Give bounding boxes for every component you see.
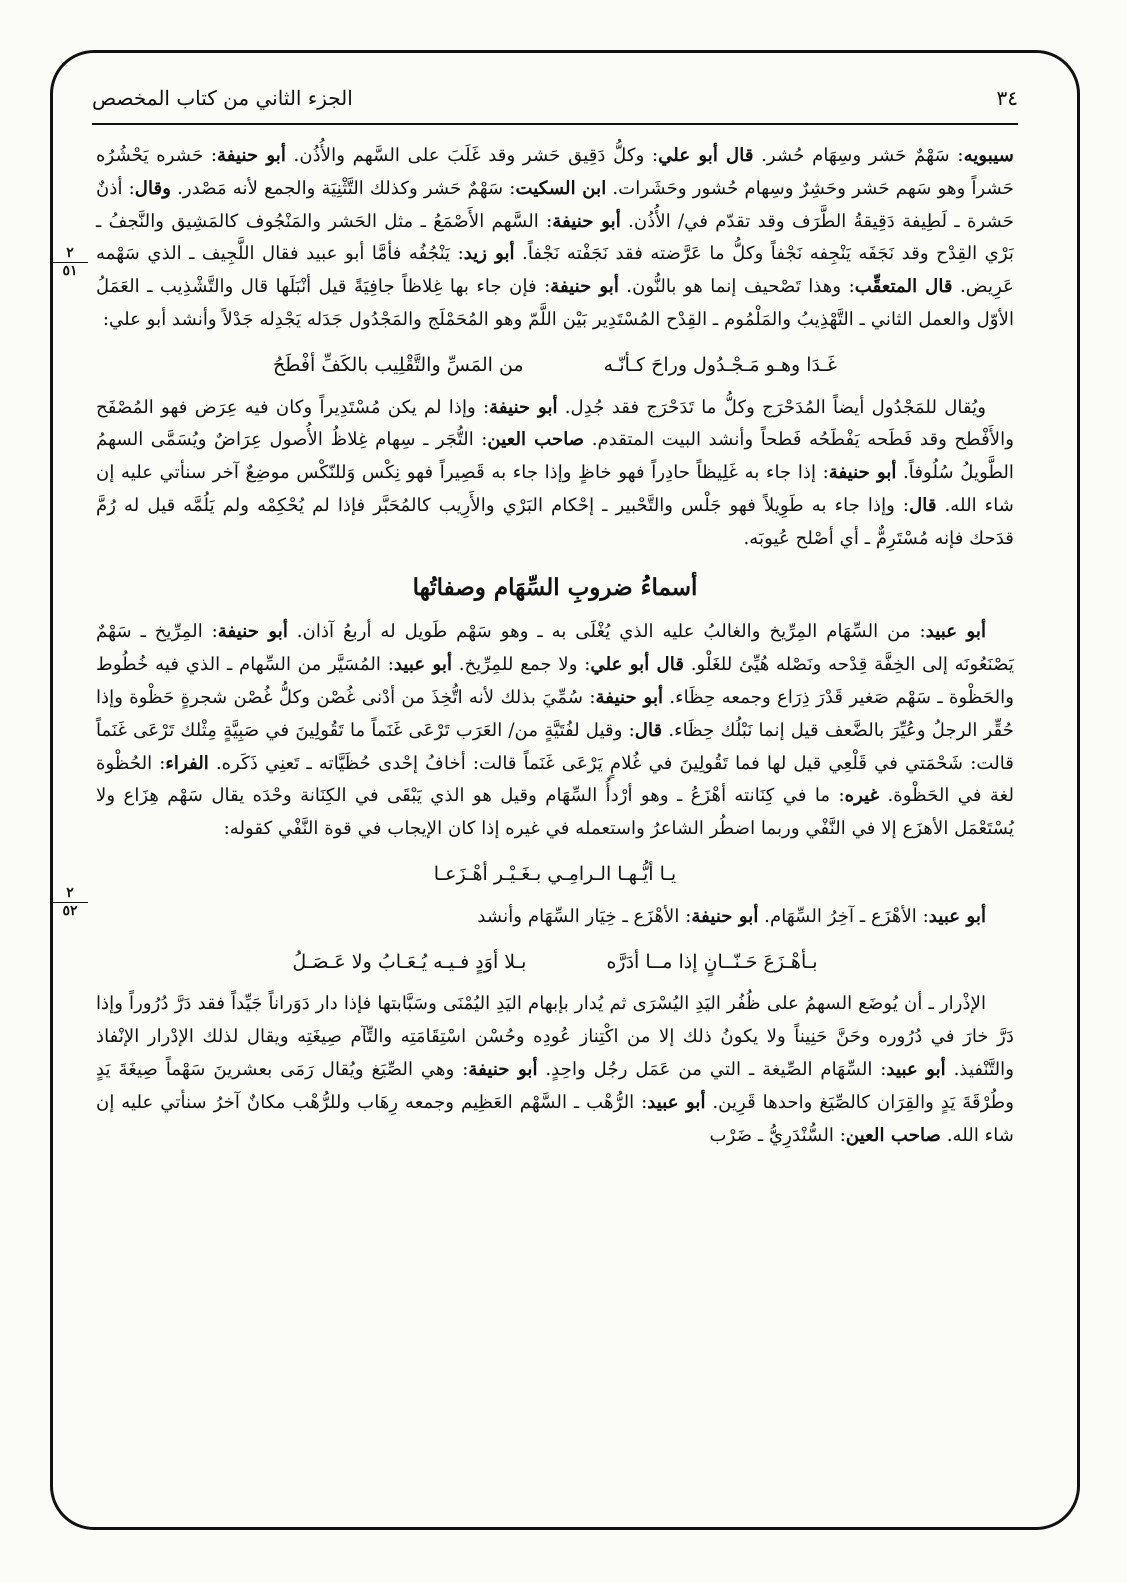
speaker-name: أبو حنيفة <box>489 396 558 418</box>
text-run: : إذا جاء به غَلِيظاً حادِراً فهو خاظٍ وإذا جاء به قَصِيراً فهو نِكْس وَللنّكْس موضِعٌ آخر سنأتي عليه إن شاء الله. <box>96 462 1014 516</box>
text-run: : ما في كِنَانته أهْزَعُ ـ وهو أرْدأُ السِّهَام وقيل هو الذي يَبْقَى في الكِنَانة وحْدَه يقال سَهْم هِزَاع ولا يُسْتَعْمَل الأهزَع إلا في النَّفْي وربما اضطُر الشاعرُ واستعمله في غيره إذا كان الإيجاب في قوة النَّفْي كقوله: <box>96 785 1014 840</box>
text-run: : المِرِّيخ ـ سَهْمٌ يَصْنَعُونَه إلى الخِفَّة قِدْحه ونَصْله هُيِّئ للغَلْو. <box>96 621 1014 676</box>
margin-ref-page: ٥١ <box>62 263 78 279</box>
text-run: : أذنٌ حَشرة ـ لَطِيفة دَقِيقةُ الطَّرَف وقد تقدّم في/ الأُذُن. <box>96 177 1014 232</box>
text-run: ويُقال للمَجْدُول أيضاً المُدَحْرَج وكلُّ ما تَدَحْرَج فقد جُدِل. <box>557 396 986 418</box>
text-run: : الأهْزَع ـ خِيَار السِّهَام وأنشد <box>477 905 692 927</box>
text-run: : ولا جمع للمِرِّيخ. <box>452 654 591 676</box>
text-run: : التُّجَر ـ سِهام غِلاظُ الأُصول عِرَاضٌ ويُسَمَّى السهمُ الطَّويلُ سُلُوفاً. <box>96 429 1014 484</box>
speaker-name: قال <box>909 494 937 516</box>
text-run: : الأهْزَع ـ آخِرُ السِّهَام. <box>758 905 929 927</box>
margin-reference <box>52 886 88 919</box>
margin-reference <box>52 246 88 279</box>
text-run: : وهذا تَصْحيف إنما هو بالنُّون. <box>618 276 855 298</box>
text-run: : فإن جاء بها غِلاظاً جافِيَةً قيل أنْبَلَها قال والتَّشْذِيب ـ العَمَلُ الأوّل والعمل الثاني ـ التَّهْذِيبُ والمَلْمُوم ـ القِدْح المُسْتَدِير بَيْن اللَّمّ وهو المُحَمْلَج والمَجْدُول جَدَله يَجْدِله جَدْلاً وأنشد أبو علي: <box>96 276 1014 330</box>
speaker-name: قال المتعقِّب <box>854 276 953 298</box>
verse <box>96 349 1014 382</box>
paragraph <box>96 616 1014 846</box>
speaker-name: سيبويه <box>963 145 1014 166</box>
text-run: : السَّهم الأَصْمَعُ ـ مثل الحَشر والمَنْجُوف كالمَشِيق والنَّجفُ ـ بَرْي القِدْح وقد نَجَفَه يَنْجِفه نَجْفاً وكلُّ ما عَرَّضته فقد نَجَفْته نَجْفاً. <box>96 210 1014 265</box>
section-title: أسماءُ ضروبِ السِّهَام وصفاتُها <box>412 573 698 601</box>
text-run: : وكلُّ دَقِيق حَشر وقد غَلَبَ على السَّهم والأُذُن. <box>285 145 659 166</box>
text-run: : السُّنْدَرِيُّ ـ ضَرْب <box>709 1124 846 1146</box>
speaker-name: قال أبو علي <box>658 145 754 166</box>
verse-hemistich-first: بـأهْـزَعَ حَـنّــانٍ إذا مــا أدَرَّه <box>606 950 818 973</box>
text-run: : يَنْجُفُه فأمَّا أبو عبيد فقال اللَّجِيف ـ الذي سَهْمه عَرِيض. <box>96 243 1015 298</box>
speaker-name: أبو حنيفة <box>550 276 619 298</box>
header-rule <box>92 123 1018 125</box>
speaker-name: أبو زيد <box>463 243 515 265</box>
speaker-name: الفراء <box>165 752 209 774</box>
text-run: الإذْرار ـ أن يُوضَع السهمُ على ظُفُر اليَدِ اليُسْرَى ثم يُدار بإبهام اليَدِ اليُمْنَى وسَبَّابتها فإذا دار دَوَراناً جَيِّداً فقد دَرَّ دُرُوراً وإذا دَرَّ خارَ في دُرُوره وحَنَّ حَنِيناً ولا يكونُ ذلك إلا من اكْتِناز عُودِه وحُسْن اسْتِقَامَتِه والتِّآم صِيغَتِه ويقال لذلك الإدْرار الإنْفاذ والتَّنْفيذ. <box>96 993 1014 1080</box>
speaker-name: أبو حنيفة <box>217 145 286 166</box>
margin-ref-volume: ٢ <box>52 886 88 903</box>
speaker-name: قال <box>634 719 663 741</box>
speaker-name: أبو عبيد <box>647 1091 706 1113</box>
margin-ref-page: ٥٢ <box>62 903 78 919</box>
margin-ref-volume: ٢ <box>52 246 88 263</box>
speaker-name: أبو عبيد <box>393 654 453 676</box>
speaker-name: أبو عبيد <box>928 905 986 927</box>
paragraph <box>96 901 1014 934</box>
text-run: : الحُظْوة لغة في الحَظْوة. <box>96 752 1014 807</box>
page-header <box>92 78 1018 118</box>
verse-hemistich-second: بـلا أوَدٍ فـيـه يُـعَـابُ ولا عَـصَـلُ <box>292 950 527 973</box>
verse-hemistich-first: غَـدَا وهـو مَـجْـدُول وراحَ كـأنّـه <box>603 353 837 376</box>
text-run: : وإذا جاء به طَوِيلاً فهو جَلْس والتَّحْبير ـ إحْكام البَرْي والأَرِيب كالمُحَبَّر فإذا لم يُحْكِمْه ولم يَلُمَّه قيل له رُمَّ قدَحك فإنه مُسْتَرِمٌّ ـ أي أصْلح عُيوبَه. <box>96 494 1014 549</box>
speaker-name: أبو حنيفة <box>468 1058 538 1080</box>
paragraph <box>96 140 1014 337</box>
speaker-name: أبو حنيفة <box>217 621 288 643</box>
verse <box>96 946 1014 979</box>
speaker-name: أبو حنيفة <box>828 462 897 484</box>
text-run: : سَهْمٌ حَشر وسِهَام حُشر. <box>753 145 964 166</box>
speaker-name: أبو عبيد <box>886 1058 946 1080</box>
text-run: : وإذا لم يكن مُسْتَدِيراً وكان فيه عِرَض فهو المُصْفَح والأَفْطح وقد فَطَحه يَفْطَحُه فَطحاً وأنشد البيت المتقدم. <box>96 396 1014 451</box>
text-run: : سُمِّيَ بذلك لأنه اتُّخِذَ من أدْنى غُصْن وكلُّ غُصْن شجرةٍ حَظْوة وإذا حُقِّر الرجلُ وعُيِّرَ بالضَّعف قيل إنما نَبْلُك حِظَاء. <box>96 686 1014 741</box>
speaker-name: أبو حنيفة <box>595 686 664 708</box>
verse-hemistich-second: من المَسِّ والتَّقْلِيب بالكَفِّ أفْطَحُ <box>273 353 524 376</box>
speaker-name: صاحب العين <box>845 1124 941 1146</box>
speaker-name: قال أبو علي <box>590 654 685 676</box>
text-run: : حَشره يَحْشُرُه حَشراً وهو سَهم حَشر وحَشِرٌ وسِهام حُشور وحَشَرات. <box>96 145 1015 199</box>
paragraph <box>96 392 1014 556</box>
page-number: ٣٤ <box>996 86 1018 110</box>
verse-line: يـا أيُّـهـا الـرامِـي بـغَـيْـر أهْـزَعـا <box>433 862 677 885</box>
speaker-name: أبو حنيفة <box>552 210 621 232</box>
speaker-name: صاحب العين <box>487 429 585 451</box>
speaker-name: ابن السكيت <box>515 177 607 199</box>
text-run: : سَهْمٌ حَشر وكذلك التَّثْنِيَة والجمع لأنه مَصْدر. <box>170 177 516 199</box>
speaker-name: أبو عبيد <box>925 621 986 643</box>
speaker-name: وقال <box>134 177 171 199</box>
text-run: : الرُّهْب ـ السَّهْم العَظِيم وجمعه رِهَاب وللرُّهْب مكانٌ آخرُ سنأتي عليه إن شاء الله. <box>96 1091 1014 1146</box>
text-run: : السِّهَام الصِّيغة ـ التي من عَمَل رجُل واحِدٍ. <box>537 1058 887 1080</box>
text-run: : وقيل لفُتَيَّةٍ من/ العَرَب تَرْعَى غَنَماً ما تَقُولِينَ في صَبِيَّةٍ مِثْلك تَرْعَى غَنَماً قالت: شَحْمَتي في قَلْعِي قيل لها فما تَقُولِينَ في غُلامٍ يَرْعَى غَنَماً قالت: أخافُ إحْدى حُظَيَّاته ـ تَعنِي ذَكَره. <box>96 719 1014 774</box>
page-body <box>96 140 1014 1152</box>
verse <box>96 858 1014 891</box>
speaker-name: أبو حنيفة <box>691 905 759 927</box>
text-run: : من السِّهَام المِرِّيخ والغالبُ عليه الذي يُغْلَى به ـ وهو سَهْم طَويل له أربعُ آذان. <box>287 621 926 643</box>
paragraph <box>96 988 1014 1152</box>
speaker-name: غيره <box>844 785 880 807</box>
text-run: : وهي الصِّيَغ ويُقال رَمَى بعشرينَ سَهْماً صِيغَةَ يَدٍ وطُرْقَةَ يَدٍ والقِرَان كالصِّيَغ واحدها قَرِين. <box>96 1058 1014 1113</box>
running-title: الجزء الثاني من كتاب المخصص <box>92 86 353 110</box>
text-run: : المُسَيَّر من السِّهام ـ الذي فيه خُطُوط والحَظْوة ـ سَهْم صَغير قَدْرَ ذِرَاع وجمعه حِظَاء. <box>96 654 1014 708</box>
